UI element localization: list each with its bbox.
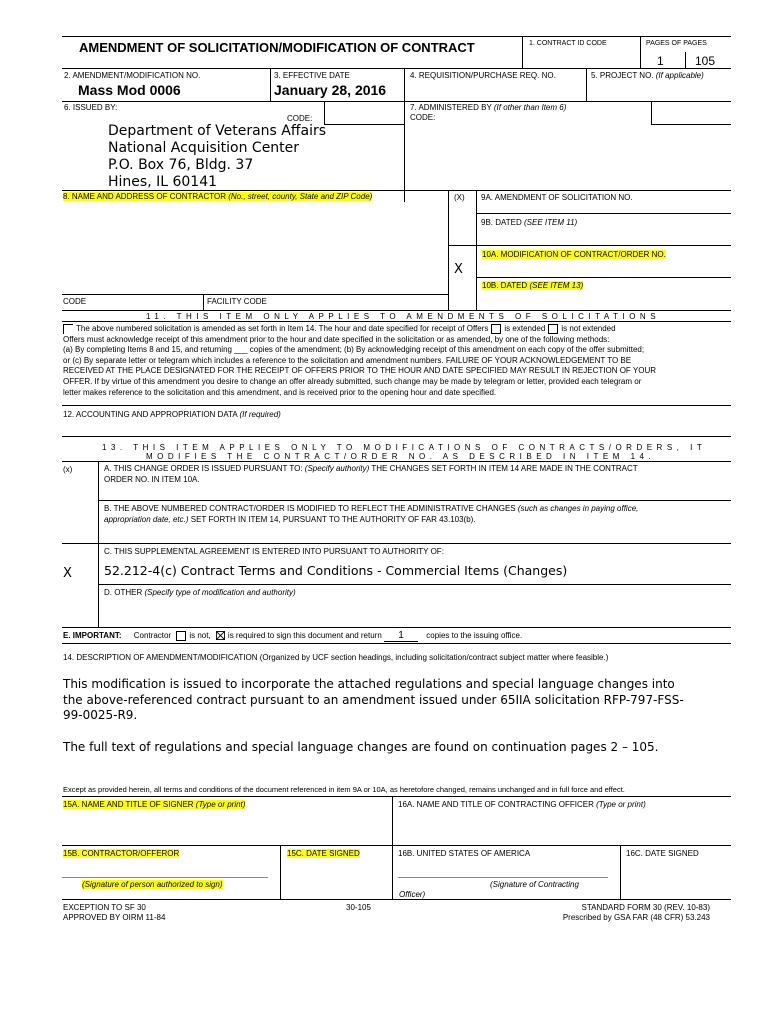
important-label: E. IMPORTANT: xyxy=(63,631,122,640)
extended-checkbox[interactable] xyxy=(491,324,501,334)
officer-signature-line[interactable]: (Signature of Contracting xyxy=(490,880,579,889)
officer-date-signed-label: 16C. DATE SIGNED xyxy=(626,849,699,858)
form-title: AMENDMENT OF SOLICITATION/MODIFICATION OF CONTRACT xyxy=(79,40,475,55)
description-label: 14. DESCRIPTION OF AMENDMENT/MODIFICATION (Organized by UCF section headings, including solicitation/contract subject matter where feasible.) xyxy=(63,653,609,662)
effective-date-value[interactable]: January 28, 2016 xyxy=(274,82,387,98)
project-no-label: 5. PROJECT NO. (If applicable) xyxy=(591,71,704,80)
requisition-no-label: 4. REQUISITION/PURCHASE REQ. NO. xyxy=(410,71,556,80)
dated-9b-label: 9B. DATED (SEE ITEM 11) xyxy=(481,218,578,227)
option-b-text: B. THE ABOVE NUMBERED CONTRACT/ORDER IS MODIFIED TO REFLECT THE ADMINISTRATIVE CHANGES (such as changes in paying office, appropriation date, etc.) SET FORTH IN ITEM 14, PURSUANT TO THE AUTHORITY OF FAR 43.103(b). xyxy=(104,504,639,524)
option-c-x-mark[interactable]: X xyxy=(63,566,72,581)
copies-count[interactable]: 1 xyxy=(384,630,418,642)
usa-label: 16B. UNITED STATES OF AMERICA xyxy=(398,849,531,858)
issued-by-code-label: CODE: xyxy=(287,114,313,123)
except-text: Except as provided herein, all terms and conditions of the document referenced in item 9A or 10A, as heretofore changed, remains unchanged and in full force and effect. xyxy=(63,785,625,794)
address-line: Hines, IL 60141 xyxy=(108,174,218,190)
option-a-text: A. THIS CHANGE ORDER IS ISSUED PURSUANT TO: (Specify authority) THE CHANGES SET FORTH IN ITEM 14 ARE MADE IN THE CONTRACT ORDER NO. IN ITEM 10A. xyxy=(104,464,638,484)
administered-by-label: 7. ADMINISTERED BY (If other than Item 6) xyxy=(410,103,567,112)
pages-total: 105 xyxy=(695,54,716,68)
officer-name-label: 16A. NAME AND TITLE OF CONTRACTING OFFICER (Type or print) xyxy=(398,800,646,809)
item-13-x-header: (x) xyxy=(63,465,73,474)
address-line: National Acquisition Center xyxy=(108,140,300,156)
issued-by-address[interactable] xyxy=(108,123,326,191)
item-11-header: 11. THIS ITEM ONLY APPLIES TO AMENDMENTS OF SOLICITATIONS xyxy=(146,312,661,321)
option-d-text: D. OTHER (Specify type of modification and authority) xyxy=(104,588,296,597)
footer-left: EXCEPTION TO SF 30 APPROVED BY OIRM 11-84 xyxy=(63,903,166,922)
contractor-code-label: CODE xyxy=(63,297,87,306)
option-c-authority[interactable]: 52.212-4(c) Contract Terms and Conditions - Commercial Items (Changes) xyxy=(104,563,568,578)
modification-contract-label: 10A. MODIFICATION OF CONTRACT/ORDER NO. xyxy=(482,250,666,259)
is-not-checkbox[interactable] xyxy=(176,631,186,641)
item-13-header-1: 13. THIS ITEM APPLIES ONLY TO MODIFICATIONS OF CONTRACTS/ORDERS, IT xyxy=(102,443,707,452)
is-required-checkbox[interactable] xyxy=(216,631,225,640)
administered-code-label: CODE: xyxy=(410,113,436,122)
facility-code-label: FACILITY CODE xyxy=(207,297,267,306)
modification-x-mark[interactable]: X xyxy=(454,262,463,277)
dated-10b-label: 10B. DATED (SEE ITEM 13) xyxy=(482,281,584,290)
contract-id-label: 1. CONTRACT ID CODE xyxy=(529,40,607,47)
amendment-solicitation-label: 9A. AMENDMENT OF SOLICITATION NO. xyxy=(481,193,633,202)
not-extended-checkbox[interactable] xyxy=(548,324,558,334)
footer-center: 30-105 xyxy=(346,903,371,912)
x-column-header: (X) xyxy=(454,193,465,202)
address-line: P.O. Box 76, Bldg. 37 xyxy=(108,157,254,173)
issued-by-label: 6. ISSUED BY: xyxy=(64,103,118,112)
officer-signature-line-2: Officer) xyxy=(399,890,426,899)
amendment-no-value[interactable]: Mass Mod 0006 xyxy=(78,82,181,98)
option-c-text: C. THIS SUPPLEMENTAL AGREEMENT IS ENTERED INTO PURSUANT TO AUTHORITY OF: xyxy=(104,547,444,556)
effective-date-label: 3. EFFECTIVE DATE xyxy=(274,71,350,80)
accounting-data-label: 12. ACCOUNTING AND APPROPRIATION DATA (If required) xyxy=(63,410,281,419)
contractor-signature-line[interactable]: (Signature of person authorized to sign) xyxy=(82,880,223,889)
page-number: 1 xyxy=(657,54,664,68)
contractor-offeror-label: 15B. CONTRACTOR/OFFEROR xyxy=(63,849,180,858)
footer-right: STANDARD FORM 30 (REV. 10-83) Prescribed by GSA FAR (48 CFR) 53.243 xyxy=(562,903,710,922)
address-line: Department of Veterans Affairs xyxy=(108,123,327,139)
important-row: E. IMPORTANT: Contractor is not, is required to sign this document and return 1 copies to the issuing office. xyxy=(63,630,523,641)
contractor-label: 8. NAME AND ADDRESS OF CONTRACTOR (No., street, county, State and ZIP Code) xyxy=(63,192,373,201)
pages-label: PAGES OF PAGES xyxy=(646,40,707,47)
item-11-text: The above numbered solicitation is amended as set forth in Item 14. The hour and date specified for receipt of Offers is extended is not extended Offers must acknowledge receipt of this amendment prior to the hour and date specified in the solicitation or as amended, by one of the following methods: (a) By completing Items 8 and 15, and returning ___ copies of the amendment; (b) By acknowledging receipt of this amendment on each copy of the offer submitted; or (c) By separate letter or telegram which includes a reference to the solicitation and amendment numbers. FAILURE OF YOUR ACKNOWLEDGEMENT TO BE RECEIVED AT THE PLACE DESIGNATED FOR THE RECEIPT OF OFFERS PRIOR TO THE HOUR AND DATE SPECIFIED MAY RESULT IN REJECTION OF YOUR OFFER. If by virtue of this amendment you desire to change an offer already submitted, such change may be made by telegram or letter, provided each telegram or letter makes reference to the solicitation and this amendment, and is received prior to the opening hour and date specified. xyxy=(63,324,656,397)
contractor-date-signed-label: 15C. DATE SIGNED xyxy=(287,849,360,858)
item-13-header-2: MODIFIES THE CONTRACT/ORDER NO. AS DESCRIBED IN ITEM 14. xyxy=(146,452,656,461)
description-body[interactable]: This modification is issued to incorporate the attached regulations and special language changes into the above-referenced contract pursuant to an amendment issued under 65IIA solicitation RFP-797-FSS- 99-0025-R9. The full text of regulations and special language changes are found on continuation pages 2 – 105. xyxy=(63,677,684,754)
signer-name-label: 15A. NAME AND TITLE OF SIGNER (Type or print) xyxy=(63,800,246,809)
amendment-no-label: 2. AMENDMENT/MODIFICATION NO. xyxy=(64,71,201,80)
